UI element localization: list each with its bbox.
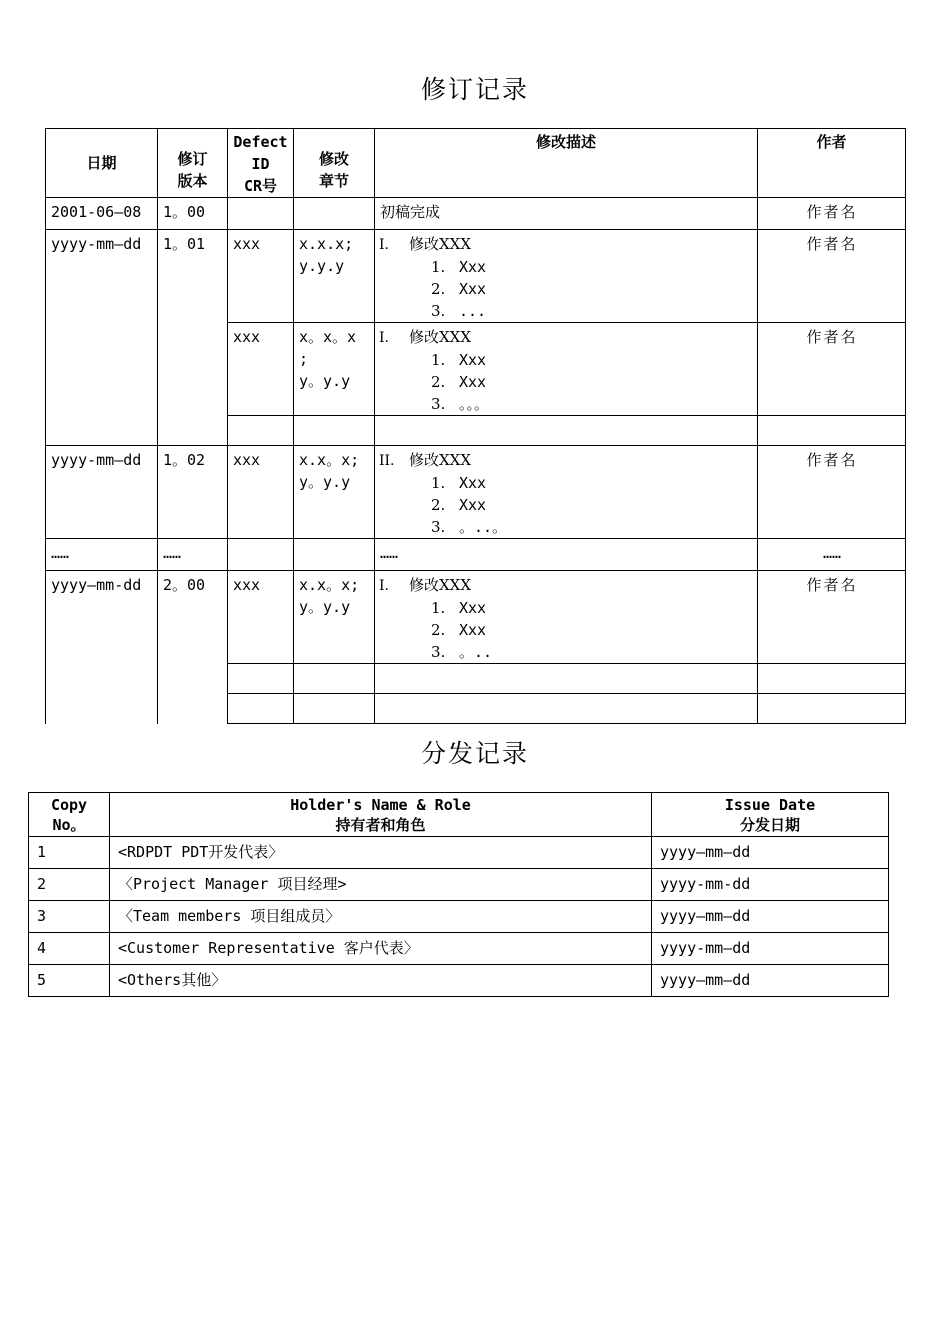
table-row [46,446,906,539]
issue-date: yyyy—mm—dd [660,843,751,861]
desc-item: 1. Xxx [431,474,487,492]
header-issue-date: Issue Date 分发日期 [652,793,889,837]
desc-item: 3. 。..。 [431,518,508,536]
revision-header-row [46,129,906,198]
holder-name: 〈Project Manager 项目经理> [118,875,347,893]
distribution-header-row [29,793,889,837]
holder-name: <RDPDT PDT开发代表〉 [118,843,284,861]
row-defect: xxx [233,451,261,469]
desc-item: 2. Xxx [431,280,487,298]
desc-item: 3. ... [431,302,487,320]
row-version: …… [163,544,182,562]
desc-heading: II. 修改XXX [379,451,472,469]
row-author: 作者名 [806,576,858,594]
table-row [46,230,906,323]
table-row [29,933,889,965]
table-row [29,869,889,901]
desc-item: 3. 。.. [431,643,493,661]
row-description: 初稿完成 [380,203,441,221]
row-author: 作者名 [806,235,858,253]
row-version: 1。01 [163,235,206,253]
issue-date: yyyy—mm—dd [660,971,751,989]
table-row [46,539,906,571]
distribution-table [28,792,889,997]
issue-date: yyyy-mm—dd [660,939,751,957]
table-row [29,837,889,869]
desc-heading: I. 修改XXX [379,576,472,594]
table-row [29,901,889,933]
copy-no: 4 [37,939,47,957]
row-defect: xxx [233,235,261,253]
row-section-line: y.y.y [299,257,345,275]
header-defect: Defect ID CR号 [228,129,294,198]
table-row [46,571,906,664]
row-date: yyyy—mm-dd [51,576,142,594]
distribution-title: 分发记录 [420,739,529,768]
table-row [29,965,889,997]
table-row [46,198,906,230]
holder-name: <Others其他〉 [118,971,227,989]
row-version: 1。00 [163,203,206,221]
desc-item: 2. Xxx [431,496,487,514]
row-section-line: x。x。x [299,328,357,346]
header-description: 修改描述 [375,129,758,198]
row-section-line: ; [299,350,309,368]
row-author: …… [822,544,842,562]
desc-item: 1. Xxx [431,351,487,369]
desc-item: 2. Xxx [431,621,487,639]
copy-no: 2 [37,875,47,893]
holder-name: <Customer Representative 客户代表〉 [118,939,419,957]
desc-item: 1. Xxx [431,258,487,276]
row-version: 1。02 [163,451,206,469]
row-section-line: x.x。x; [299,451,360,469]
row-description: …… [380,544,399,562]
row-version: 2。00 [163,576,206,594]
copy-no: 1 [37,843,47,861]
desc-heading: I. 修改XXX [379,328,472,346]
header-author: 作者 [758,129,906,198]
row-section-line: x.x。x; [299,576,360,594]
row-author: 作者名 [806,328,858,346]
header-version: 修订 版本 [158,129,228,198]
row-section-line: y。y.y [299,372,351,390]
row-author: 作者名 [806,451,858,469]
row-defect [228,198,293,201]
holder-name: 〈Team members 项目组成员〉 [118,907,341,925]
revision-table [45,128,906,724]
header-holder: Holder's Name & Role 持有者和角色 [110,793,652,837]
copy-no: 3 [37,907,47,925]
issue-date: yyyy—mm—dd [660,907,751,925]
revision-title: 修订记录 [420,75,529,104]
issue-date: yyyy-mm-dd [660,875,751,893]
row-defect: xxx [233,328,261,346]
row-author: 作者名 [806,203,858,221]
header-date: 日期 [46,129,158,198]
row-defect: xxx [233,576,261,594]
desc-item: 3. 。。。 [431,395,490,413]
row-date: yyyy-mm—dd [51,451,142,469]
row-section [294,198,374,201]
desc-item: 2. Xxx [431,373,487,391]
row-section-line: y。y.y [299,598,351,616]
header-section: 修改 章节 [294,129,375,198]
row-date: yyyy-mm—dd [51,235,142,253]
desc-heading: I. 修改XXX [379,235,472,253]
row-section-line: y。y.y [299,473,351,491]
row-section-line: x.x.x; [299,235,354,253]
desc-item: 1. Xxx [431,599,487,617]
copy-no: 5 [37,971,47,989]
header-copy-no: Copy No。 [29,793,110,837]
row-date: …… [51,544,70,562]
row-date: 2001-06—08 [51,203,142,221]
